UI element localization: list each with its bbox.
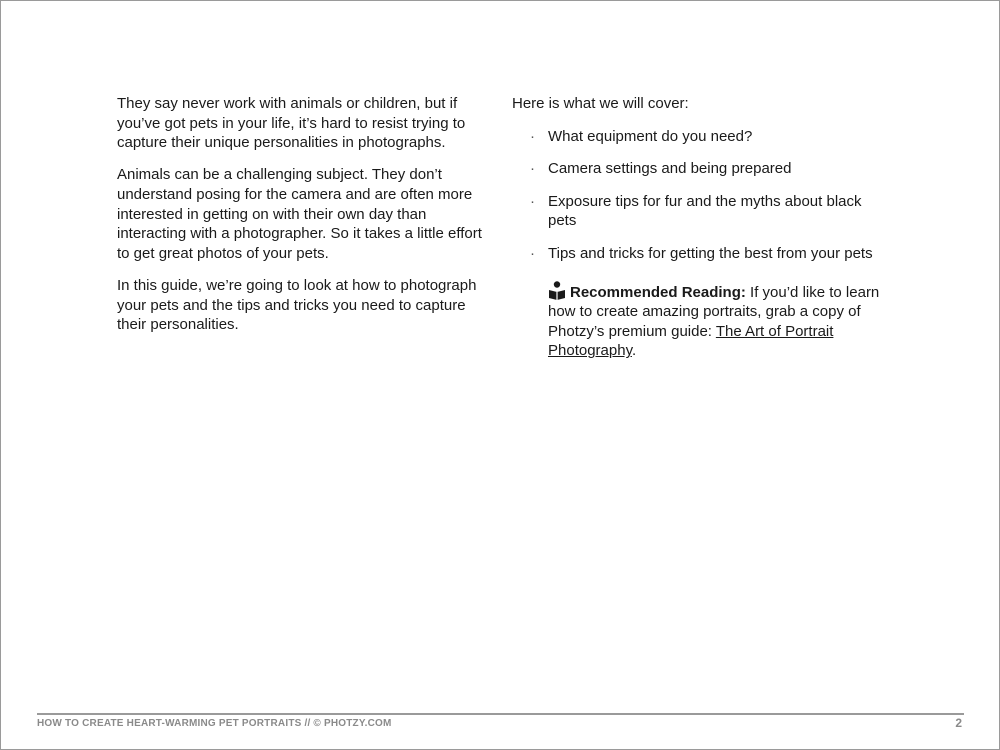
right-column (512, 94, 884, 361)
recommended-label: Recommended Reading: (570, 283, 746, 301)
recommended-end: . (631, 342, 637, 360)
topics-list (512, 127, 884, 264)
paragraph-guide: In this guide, we’re going to look at how to photograph your pets and the tips and tricks you need to capture their personalities. (117, 276, 477, 334)
topic-text: Camera settings and being prepared (548, 160, 792, 178)
bullet-glyph: · (530, 192, 535, 210)
page-number: 2 (955, 716, 962, 730)
recommended-text: If you’d like to learn how to create amazing portraits, grab a copy of Photzy’s premium guide: (548, 283, 880, 340)
cover-intro: Here is what we will cover: (512, 95, 689, 112)
list-item (512, 127, 884, 147)
bullet-glyph: · (530, 127, 535, 145)
footer-divider (37, 713, 964, 715)
bullet-glyph: · (530, 160, 535, 178)
premium-guide-link[interactable]: The Art of Portrait Photography (548, 322, 834, 360)
bullet-glyph: · (530, 244, 535, 262)
list-item (512, 244, 884, 264)
list-item (512, 192, 884, 231)
paragraph-challenge: Animals can be a challenging subject. They don’t understand posing for the camera and are often more interested in getting on with their own day than interacting with a photographer. So it takes a little effort to get great photos of your pets. (117, 166, 482, 262)
book-reader-icon (548, 281, 566, 300)
recommended-reading (548, 281, 884, 361)
footer-title: HOW TO CREATE HEART-WARMING PET PORTRAITS // © PHOTZY.COM (37, 718, 392, 729)
topic-text: Tips and tricks for getting the best from your pets (548, 244, 873, 262)
topic-text: What equipment do you need? (548, 127, 753, 145)
topic-text: Exposure tips for fur and the myths about black pets (548, 192, 862, 230)
list-item (512, 159, 884, 179)
paragraph-intro: They say never work with animals or children, but if you’ve got pets in your life, it’s hard to resist trying to capture their unique personalities in photographs. (117, 95, 466, 152)
left-column (117, 94, 495, 347)
